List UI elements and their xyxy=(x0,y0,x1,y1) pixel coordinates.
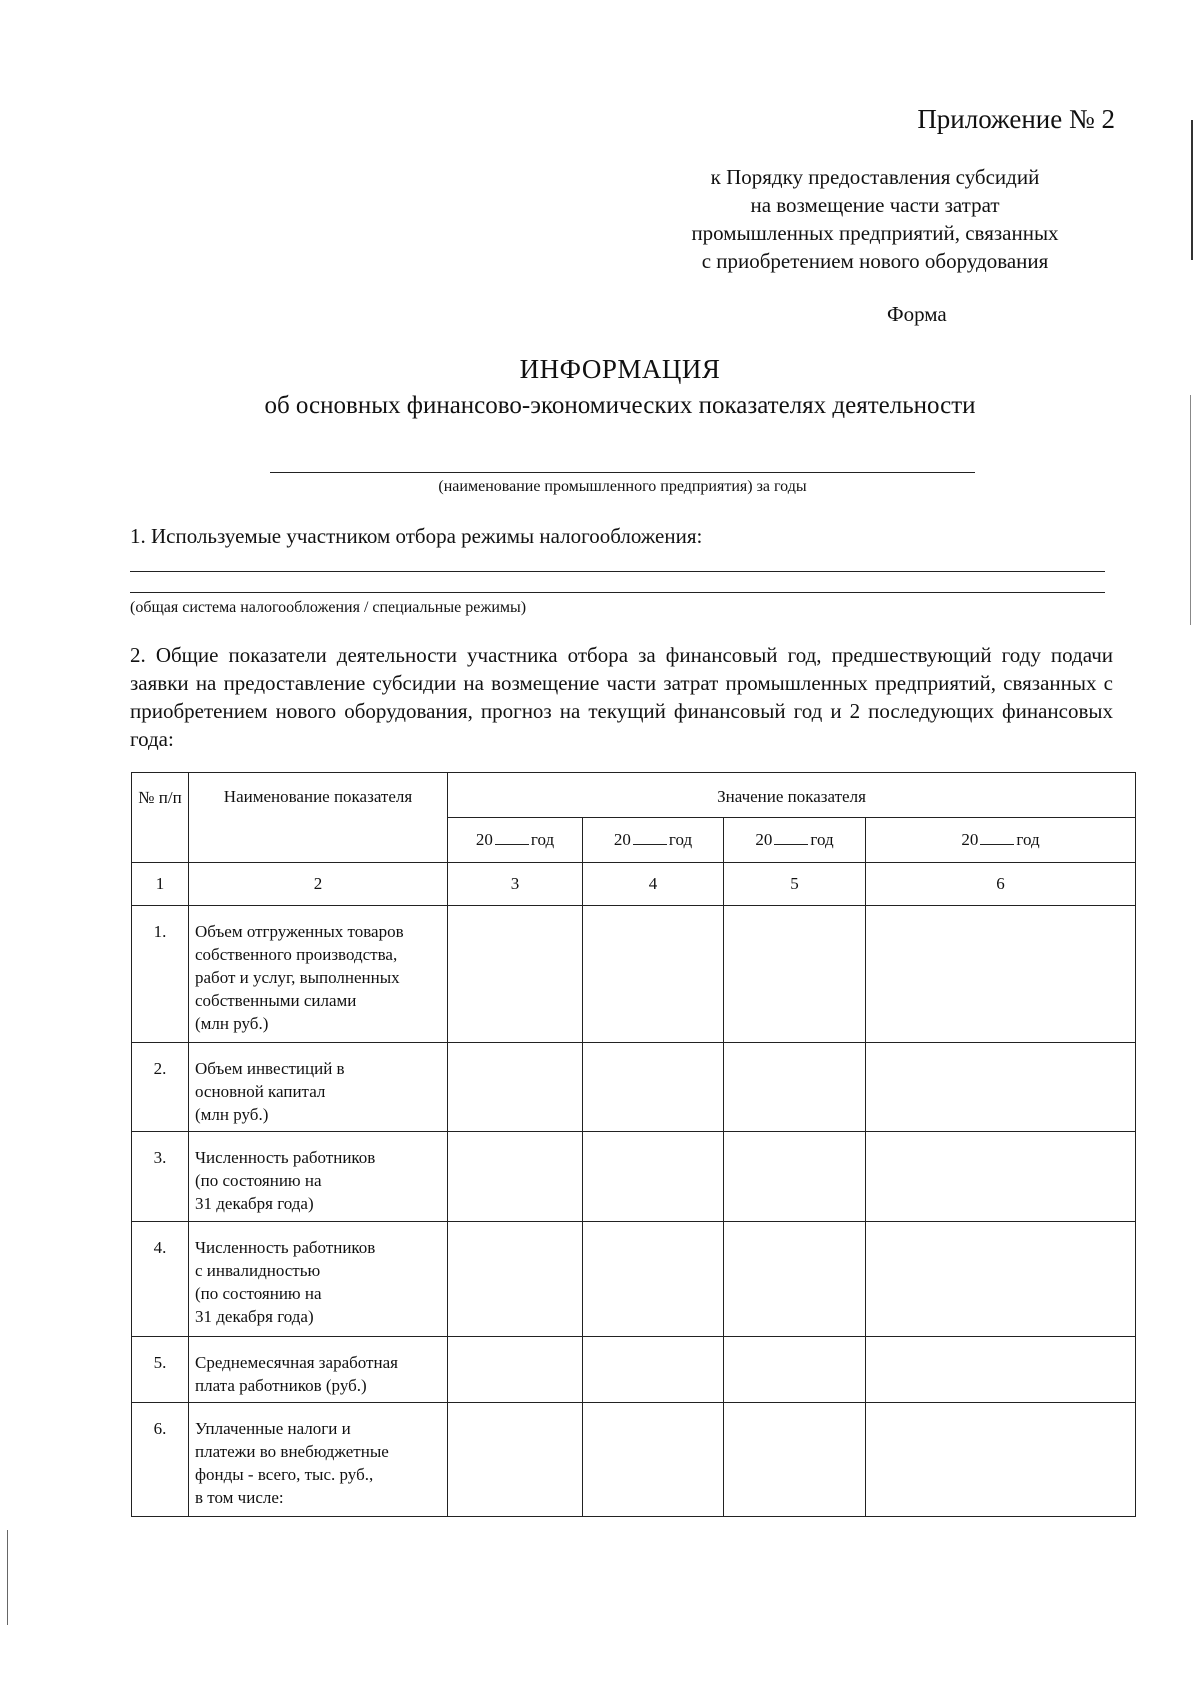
year-prefix: 20 xyxy=(961,830,979,849)
column-number: 3 xyxy=(448,863,583,906)
year-blank[interactable] xyxy=(980,830,1014,845)
row-indicator-label: Уплаченные налоги и платежи во внебюджетные фонды - всего, тыс. руб., в том числе: xyxy=(189,1403,448,1517)
value-cell[interactable] xyxy=(448,1222,583,1337)
value-cell[interactable] xyxy=(866,1132,1136,1222)
value-cell[interactable] xyxy=(583,1043,724,1132)
document-title: ИНФОРМАЦИЯ xyxy=(519,354,721,384)
year-suffix: год xyxy=(668,830,693,849)
value-cell[interactable] xyxy=(583,1403,724,1517)
value-cell[interactable] xyxy=(866,906,1136,1043)
tax-regime-line[interactable] xyxy=(130,592,1105,593)
year-blank[interactable] xyxy=(774,830,808,845)
indicators-table xyxy=(131,772,1136,1517)
table-row xyxy=(132,1337,1136,1403)
table-row xyxy=(132,1132,1136,1222)
header-indicator-value: Значение показателя xyxy=(448,773,1136,818)
value-cell[interactable] xyxy=(448,1337,583,1403)
table-row xyxy=(132,906,1136,1043)
row-number: 6. xyxy=(132,1403,189,1517)
column-number: 4 xyxy=(583,863,724,906)
appendix-title: Приложение № 2 xyxy=(917,104,1115,134)
header-number: № п/п xyxy=(132,773,189,863)
value-cell[interactable] xyxy=(448,1403,583,1517)
appendix-reference-line: с приобретением нового оборудования xyxy=(701,249,1049,273)
section2-text: 2. Общие показатели деятельности участника отбора за финансовый год, предшествующий году подачи заявки на предоставление субсидии на возмещение части затрат промышленных предприятий, связанных с приобретением нового оборудования, прогноз на текущий финансовый год и 2 последующих финансовых года: xyxy=(130,643,1113,751)
value-cell[interactable] xyxy=(724,1337,866,1403)
row-number: 3. xyxy=(132,1132,189,1222)
value-cell[interactable] xyxy=(724,1132,866,1222)
tax-regime-line[interactable] xyxy=(130,571,1105,572)
value-cell[interactable] xyxy=(583,1132,724,1222)
year-suffix: год xyxy=(530,830,555,849)
appendix-reference-line: на возмещение части затрат xyxy=(750,193,1000,217)
value-cell[interactable] xyxy=(448,906,583,1043)
year-prefix: 20 xyxy=(755,830,773,849)
year-blank[interactable] xyxy=(633,830,667,845)
value-cell[interactable] xyxy=(866,1222,1136,1337)
row-indicator-label: Объем отгруженных товаров собственного производства, работ и услуг, выполненных собственными силами (млн руб.) xyxy=(189,906,448,1043)
appendix-reference-line: промышленных предприятий, связанных xyxy=(691,221,1059,245)
year-suffix: год xyxy=(810,830,834,849)
column-number: 2 xyxy=(189,863,448,906)
value-cell[interactable] xyxy=(866,1043,1136,1132)
section1-heading: 1. Используемые участником отбора режимы налогообложения: xyxy=(130,524,703,548)
value-cell[interactable] xyxy=(866,1337,1136,1403)
table-row xyxy=(132,1222,1136,1337)
table-row xyxy=(132,1403,1136,1517)
scan-margin-mark xyxy=(7,1530,8,1625)
row-number: 5. xyxy=(132,1337,189,1403)
column-number: 5 xyxy=(724,863,866,906)
value-cell[interactable] xyxy=(448,1043,583,1132)
document-subtitle: об основных финансово-экономических показателях деятельности xyxy=(264,392,976,419)
year-blank[interactable] xyxy=(495,830,529,845)
year-header-cell[interactable] xyxy=(724,818,866,863)
column-number-row xyxy=(132,863,1136,906)
row-indicator-label: Среднемесячная заработная плата работников (руб.) xyxy=(189,1337,448,1403)
year-prefix: 20 xyxy=(475,830,493,849)
row-number: 4. xyxy=(132,1222,189,1337)
year-header-cell[interactable] xyxy=(866,818,1136,863)
scan-margin-mark xyxy=(1191,120,1193,260)
row-indicator-label: Объем инвестиций в основной капитал (млн руб.) xyxy=(189,1043,448,1132)
scan-margin-mark xyxy=(1190,395,1191,625)
value-cell[interactable] xyxy=(583,906,724,1043)
tax-regime-caption: (общая система налогообложения / специальные режимы) xyxy=(130,599,527,616)
appendix-reference-line: к Порядку предоставления субсидий xyxy=(710,165,1040,189)
value-cell[interactable] xyxy=(724,1043,866,1132)
year-header-cell[interactable] xyxy=(583,818,724,863)
value-cell[interactable] xyxy=(583,1337,724,1403)
enterprise-name-caption: (наименование промышленного предприятия) за годы xyxy=(438,478,807,495)
value-cell[interactable] xyxy=(724,1222,866,1337)
row-indicator-label: Численность работников с инвалидностью (по состоянию на 31 декабря года) xyxy=(189,1222,448,1337)
year-prefix: 20 xyxy=(613,830,631,849)
year-suffix: год xyxy=(1016,830,1040,849)
column-number: 1 xyxy=(132,863,189,906)
value-cell[interactable] xyxy=(724,906,866,1043)
enterprise-name-line[interactable] xyxy=(270,472,975,473)
value-cell[interactable] xyxy=(724,1403,866,1517)
row-indicator-label: Численность работников (по состоянию на 31 декабря года) xyxy=(189,1132,448,1222)
form-label: Форма xyxy=(887,302,947,326)
row-number: 2. xyxy=(132,1043,189,1132)
year-header-cell[interactable] xyxy=(448,818,583,863)
table-row xyxy=(132,1043,1136,1132)
row-number: 1. xyxy=(132,906,189,1043)
value-cell[interactable] xyxy=(866,1403,1136,1517)
value-cell[interactable] xyxy=(583,1222,724,1337)
appendix-reference xyxy=(655,163,1095,275)
header-indicator-name: Наименование показателя xyxy=(189,773,448,863)
value-cell[interactable] xyxy=(448,1132,583,1222)
table-header-row xyxy=(132,773,1136,818)
column-number: 6 xyxy=(866,863,1136,906)
